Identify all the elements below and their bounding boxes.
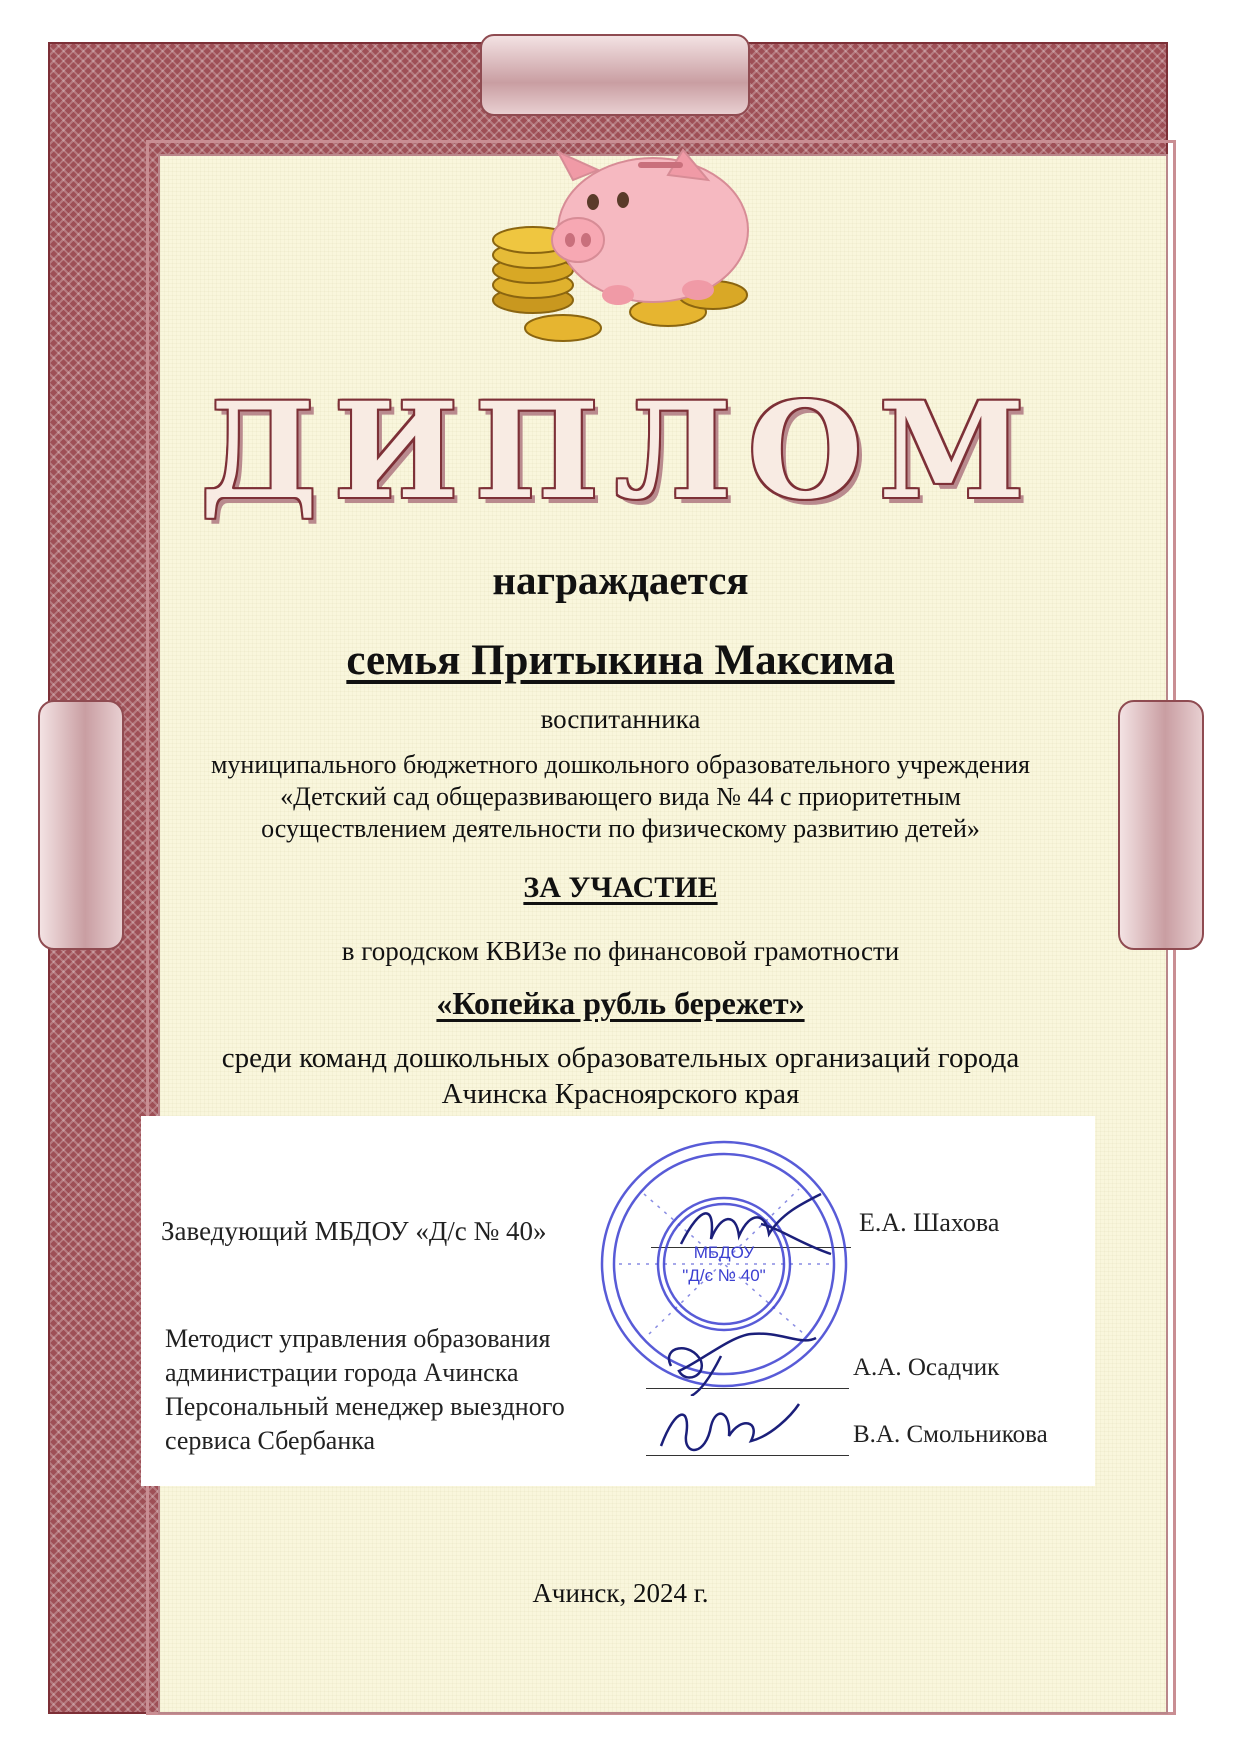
- head-name: Е.А. Шахова: [859, 1208, 1000, 1237]
- handwritten-signature: [661, 1184, 841, 1264]
- pupil-label: воспитанника: [540, 704, 701, 734]
- methodist-title: [165, 1322, 565, 1458]
- methodist-title-line: Методист управления образования: [165, 1324, 551, 1353]
- signature-panel: [141, 1116, 1095, 1486]
- manager-name: В.А. Смольникова: [853, 1421, 1048, 1448]
- handwritten-signature: [651, 1396, 801, 1466]
- participants-line: Ачинска Красноярского края: [441, 1078, 800, 1110]
- diploma-title: ДИПЛОМ: [200, 374, 1041, 529]
- methodist-title-line: администрации города Ачинска: [165, 1358, 519, 1387]
- award-reason: ЗА УЧАСТИЕ: [523, 871, 718, 904]
- scroll-ornament-top: [480, 34, 750, 116]
- methodist-title-line: Персональный менеджер выездного: [165, 1392, 565, 1421]
- handwritten-signature: [631, 1326, 821, 1396]
- institution-line: «Детский сад общеразвивающего вида № 44 с приоритетным: [280, 782, 961, 811]
- place-and-year: Ачинск, 2024 г.: [532, 1578, 709, 1608]
- awarded-heading: награждается: [492, 557, 749, 603]
- stamp-center-line2: "Д/с № 40": [682, 1266, 766, 1285]
- stamp-center-line1: МБДОУ: [693, 1243, 755, 1262]
- participants-line: среди команд дошкольных образовательных организаций города: [221, 1042, 1020, 1074]
- institution-line: муниципального бюджетного дошкольного образовательного учреждения: [210, 750, 1031, 779]
- methodist-title-line: сервиса Сбербанка: [165, 1426, 376, 1455]
- piggy-bank-icon: [478, 140, 768, 360]
- event-name: «Копейка рубль бережет»: [436, 985, 805, 1021]
- institution-line: осуществлением деятельности по физическому развитию детей»: [261, 814, 980, 843]
- institution-text: [110, 749, 1131, 845]
- methodist-name: А.А. Осадчик: [853, 1354, 1000, 1381]
- recipient-name: семья Притыкина Максима: [346, 637, 895, 684]
- head-title: Заведующий МБДОУ «Д/с № 40»: [161, 1216, 547, 1246]
- participants-text: [110, 1040, 1131, 1112]
- event-description: в городском КВИЗе по финансовой грамотности: [341, 936, 900, 966]
